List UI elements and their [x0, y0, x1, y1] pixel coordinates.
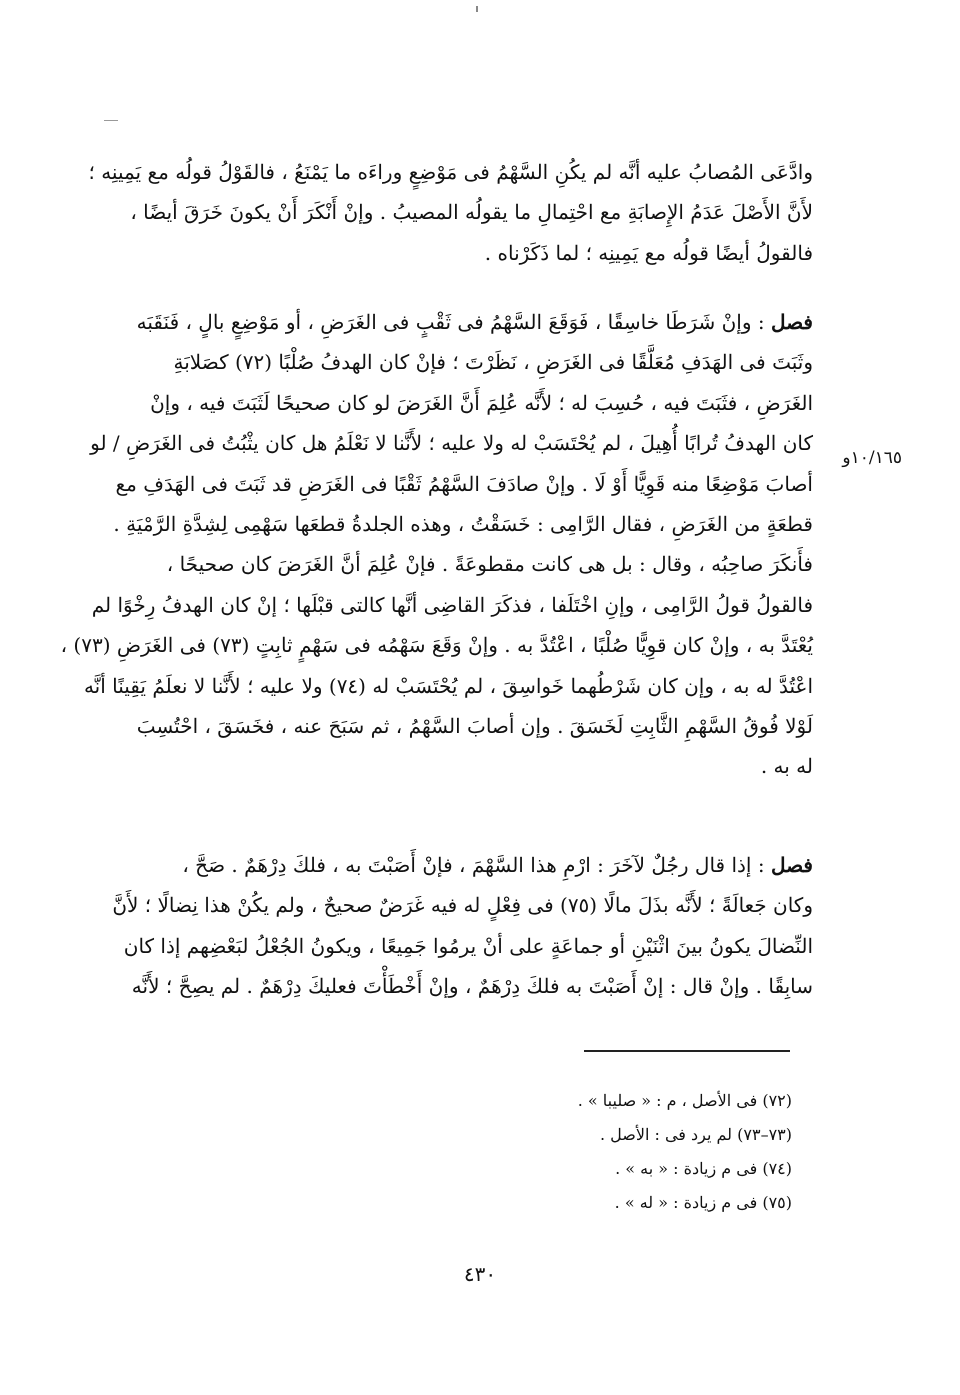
text-line: اعْتُدَّ له به ، وإن كان شَرْطُهما خَواسِقَ ، لم يُحْتَسَبْ له (٧٤) ولا عليه ؛ لأَنَّنا لا نعلَمُ يَقِينًا أنَّه [83, 673, 813, 698]
text-line-content: : إذا قال رجُلٌ لآخَرَ : ارْمِ هذا السَّهْمَ ، فإنْ أَصَبْتَ به ، فلكَ دِرْهَمٌ . صَحَّ ، [182, 853, 765, 877]
text-line: النِّضالَ يكونُ بينَ اثْنَيْنِ أو جماعَةٍ على أنْ يرمُوا جَمِيعًا ، ويكونُ الجُعْلُ لبَعْضِهم إذا كان [123, 933, 813, 958]
footnote: (٧٢) فى الأصل ، م : « صليبا » . [577, 1091, 792, 1110]
text-line: له به . [760, 754, 813, 779]
footnote-divider [584, 1050, 790, 1052]
text-line: لَوْلا فُوقُ السَّهْمِ الثَّابِتِ لَخَسَقَ . وإن أصابَ السَّهْمُ ، ثم سَبَحَ عنه ، فخَسَقَ ، احْتُسِبَ [136, 713, 813, 738]
text-line: قطعَةٍ من الغَرَضِ ، فقال الرَّامِى : خَسَقْتُ ، وهذه الجلدةُ قطعَها سَهْمِى لِشِدَّةِ الرَّمْيَةِ . [113, 511, 813, 536]
text-line: وثَبَتَ فى الهَدَفِ مُعَلَّقًا فى الغَرَضِ ، نَظَرْتَ ؛ فإنْ كان الهدفُ صُلْبًا (٧٢) كصَلابَةِ [173, 350, 813, 375]
paragraph-1 [88, 152, 813, 273]
text-line: كان الهدفُ تُرابًا أُهِيلَ ، لم يُحْتَسَبْ له ولا عليه ؛ لأَنَّنا لا نَعْلَمُ هل كان يثْبُتُ فى الغَرَضِ / لو [90, 431, 813, 456]
text-line: فالقولُ قولُ الرَّامِى ، وإنِ اخْتَلَفا ، فذكَرَ القاضِى أنَّها كالتى قبْلَها ؛ إنْ كان الهدفُ رِخْوًا لم [91, 592, 813, 617]
text-line: الغَرَضِ ، فثَبَتَ فيه ، حُسِبَ له ؛ لأَنَّه عُلِمَ أَنَّ الغَرَضَ لو كان صحيحًا لَثَبَتَ فيه ، وإنْ [150, 390, 813, 415]
footnote: (٧٤) فى م زيادة : « به » . [615, 1159, 792, 1178]
text-line: لأَنَّ الأَصْلَ عَدَمُ الإِصابَةِ مع احْتِمالِ ما يقولُه المصيبُ . وإنْ أَنْكَرَ أَنْ يكونَ خَرَقَ أيضًا ، [130, 200, 813, 225]
text-line [108, 845, 813, 885]
text-line: سابِقًا . وإنْ قال : إنْ أَصَبْتَ به فلكَ دِرْهَمٌ ، وإنْ أَخْطَأْتَ فعليكَ دِرْهَمٌ . لم يصِحَّ ؛ لأَنَّه [131, 974, 813, 999]
scan-dash [104, 120, 118, 121]
footnote: (٧٣–٧٣) لم يرد فى : الأصل . [599, 1125, 792, 1144]
text-line: وكان جَعالَةً ؛ لأَنَّه بذَلَ مالًا (٧٥) فى فِعْلٍ له فيه غَرَضٌ صحيحٌ ، ولم يكُنْ هذا نِضالًا ؛ لأَنَّ [112, 893, 813, 918]
page-number: ٤٣٠ [463, 1262, 497, 1286]
scan-mark [476, 6, 478, 12]
margin-folio-note: ١٠/١٦٥و [842, 448, 902, 468]
text-line: وادَّعَى المُصابُ عليه أنَّه لم يكُنِ السَّهْمُ فى مَوْضِعٍ وراءَه ما يَمْنَعُ ، فالقَوْلُ قولُه مع يَمِينِه ؛ [88, 160, 813, 184]
text-line [108, 302, 813, 342]
text-line-content: : وإنْ شَرَطَا خاسِقًا ، فَوَقَعَ السَّهْمُ فى ثَقْبٍ فى الغَرَضِ ، أو مَوْضِعٍ بالٍ ، فَنَقَبَه [136, 310, 765, 334]
footnotes [300, 1084, 792, 1220]
paragraph-3 [108, 845, 813, 1007]
text-line: فأَنكَرَ صاحِبُه ، وقال : بل هى كانت مقطوعَةً . فإنْ عُلِمَ أنَّ الغَرَضَ كان صحيحًا ، [166, 552, 813, 577]
footnote: (٧٥) فى م زيادة : « له » . [614, 1193, 792, 1212]
text-line: أصابَ مَوْضِعًا منه قَوِيًّا أَوْ لَا . وإنْ صادَفَ السَّهْمُ ثَقْبًا فى الغَرَضِ قد ثَبَتَ فى الهَدَفِ مع [115, 471, 813, 496]
section-heading: فصل [770, 853, 813, 877]
section-heading: فصل [770, 310, 813, 334]
text-line: فالقولُ أيضًا قولُه مع يَمِينِه ؛ لما ذَكَرْناه . [484, 240, 813, 265]
text-line: يُعْتَدَّ به ، وإنْ كان قوِيًّا صُلْبًا ، اعْتُدَّ به . وإنْ وَقَعَ سَهْمُه فى سَهْمٍ ثابِتٍ (٧٣) فى الغَرَضِ (٧٣) ، [60, 633, 813, 658]
paragraph-2 [60, 302, 813, 787]
